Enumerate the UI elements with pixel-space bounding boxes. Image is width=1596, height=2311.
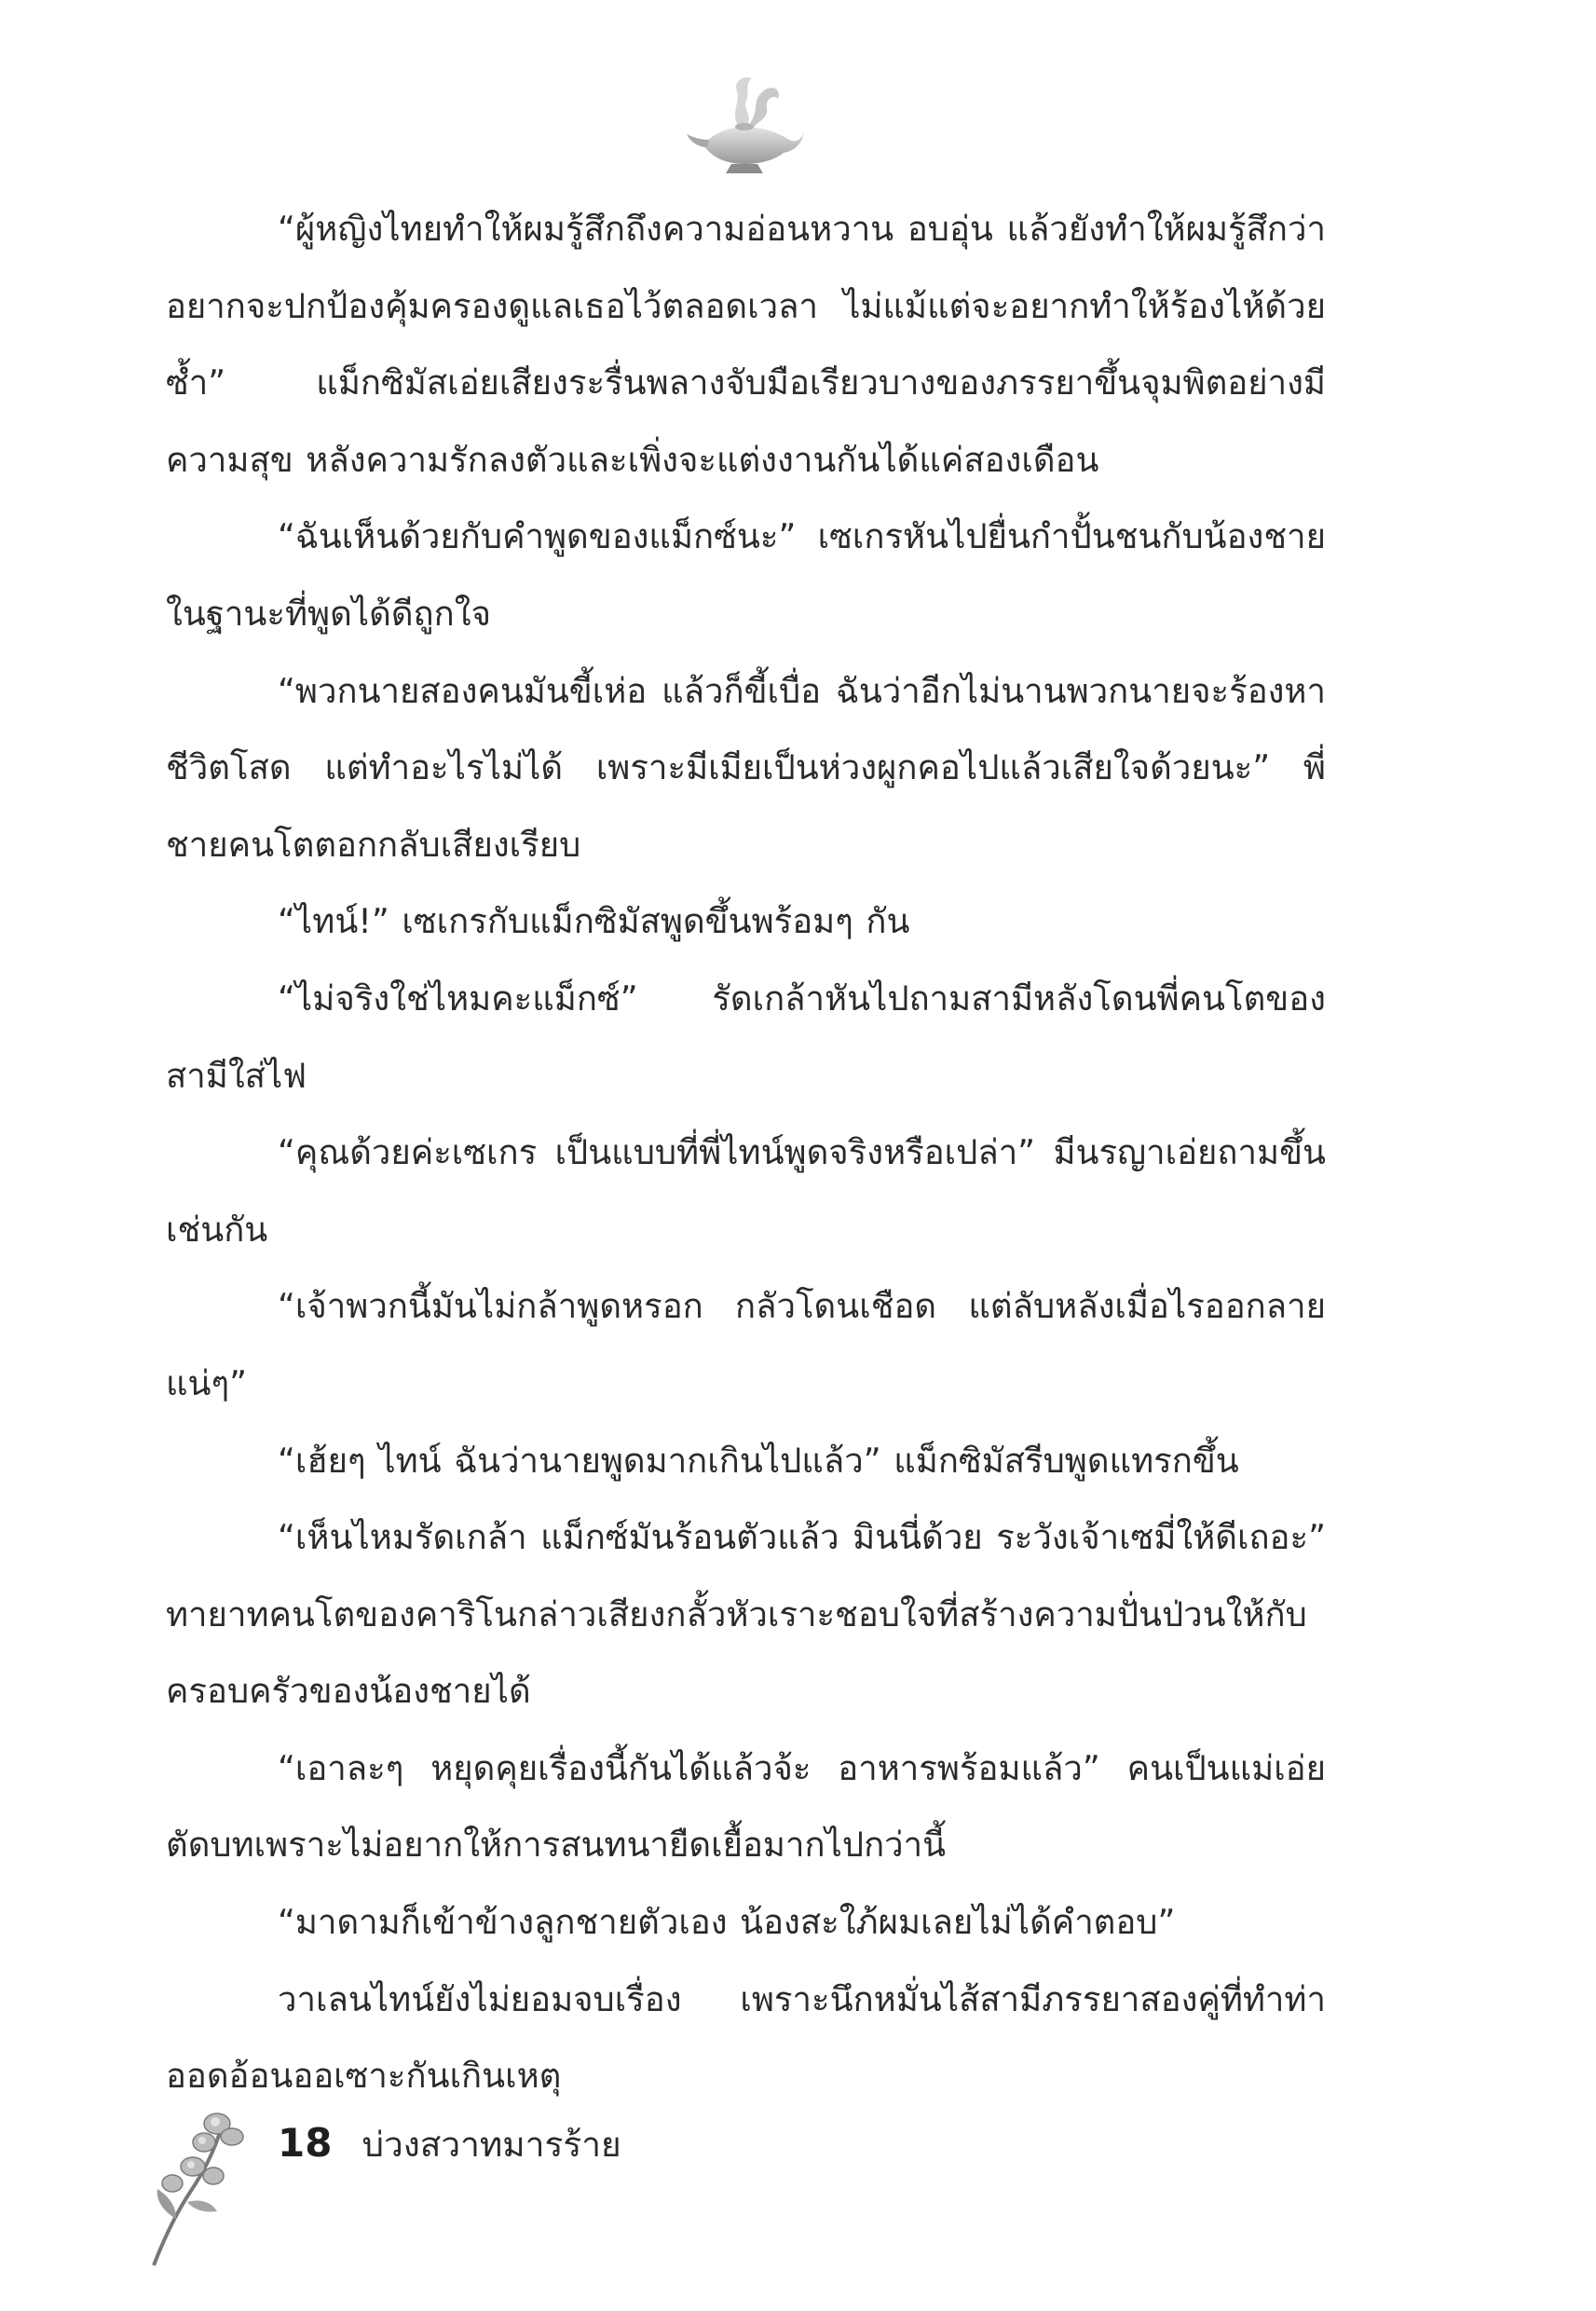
genie-lamp-icon — [685, 73, 806, 177]
flower-sprig-icon — [135, 2101, 247, 2269]
paragraph: “เฮ้ยๆ ไทน์ ฉันว่านายพูดมากเกินไปแล้ว” แม็กซิมัสรีบพูดแทรกขึ้น — [278, 1440, 1239, 1481]
book-title: บ่วงสวาทมารร้าย — [361, 2125, 621, 2165]
paragraph: “เอาละๆ หยุดคุยเรื่องนี้กันได้แล้วจ้ะ อาหารพร้อมแล้ว” คนเป็นแม่เอ่ยตัดบทเพราะไม่อยากให้การสนทนายืดเยื้อมากไปกว่านี้ — [166, 1747, 1326, 1866]
paragraph: “เจ้าพวกนี้มันไม่กล้าพูดหรอก กลัวโดนเชือด แต่ลับหลังเมื่อไรออกลายแน่ๆ” — [166, 1286, 1326, 1403]
paragraph: “ไม่จริงใช่ไหมคะแม็กซ์” รัดเกล้าหันไปถามสามีหลังโดนพี่คนโตของสามีใส่ไฟ — [166, 978, 1326, 1096]
paragraph: วาเลนไทน์ยังไม่ยอมจบเรื่อง เพราะนึกหมั่นไส้สามีภรรยาสองคู่ที่ทำท่าออดอ้อนออเซาะกันเกินเหตุ — [166, 1978, 1326, 2097]
paragraph: “ฉันเห็นด้วยกับคำพูดของแม็กซ์นะ” เซเกรหันไปยื่นกำปั้นชนกับน้องชายในฐานะที่พูดได้ดีถูกใจ — [166, 516, 1326, 634]
paragraph: “ไทน์!” เซเกรกับแม็กซิมัสพูดขึ้นพร้อมๆ กัน — [278, 901, 910, 942]
paragraph: “เห็นไหมรัดเกล้า แม็กซ์มันร้อนตัวแล้ว มินนี่ด้วย ระวังเจ้าเซมี่ให้ดีเถอะ” ทายาทคนโตของคาริโนกล่าวเสียงกลั้วหัวเราะชอบใจที่สร้างความปั่นป่วนให้กับครอบครัวของน้องชายได้ — [166, 1517, 1326, 1712]
paragraph: “พวกนายสองคนมันขี้เห่อ แล้วก็ขี้เบื่อ ฉันว่าอีกไม่นานพวกนายจะร้องหาชีวิตโสด แต่ทำอะไรไม่ได้ เพราะมีเมียเป็นห่วงผูกคอไปแล้วเสียใจด้วยนะ” พี่ชายคนโตตอกกลับเสียงเรียบ — [166, 670, 1326, 865]
paragraph: “คุณด้วยค่ะเซเกร เป็นแบบที่พี่ไทน์พูดจริงหรือเปล่า” มีนรญาเอ่ยถามขึ้นเช่นกัน — [166, 1132, 1326, 1250]
paragraph: “มาดามก็เข้าข้างลูกชายตัวเอง น้องสะใภ้ผมเลยไม่ได้คำตอบ” — [278, 1902, 1176, 1943]
page-footer — [278, 2117, 621, 2182]
paragraph: “ผู้หญิงไทยทำให้ผมรู้สึกถึงความอ่อนหวาน อบอุ่น แล้วยังทำให้ผมรู้สึกว่าอยากจะปกป้องคุ้มครองดูแลเธอไว้ตลอดเวลา ไม่แม้แต่จะอยากทำให้ร้องไห้ด้วยซ้ำ” แม็กซิมัสเอ่ยเสียงระรื่นพลางจับมือเรียวบางของภรรยาขึ้นจุมพิตอย่างมีความสุข หลังความรักลงตัวและเพิ่งจะแต่งงานกันได้แค่สองเดือน — [166, 209, 1326, 480]
story-text — [166, 191, 1326, 2115]
page-number: 18 — [278, 2120, 333, 2166]
